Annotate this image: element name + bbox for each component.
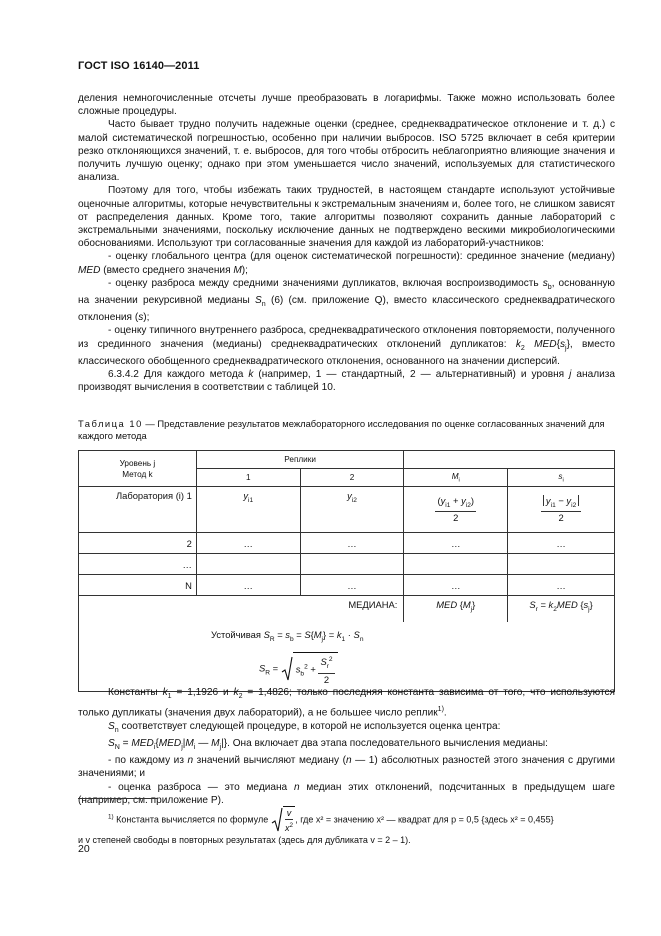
footnote (78, 806, 615, 847)
row-cell: … (196, 533, 300, 554)
paragraph-3: Поэтому для того, чтобы избежать таких трудностей, в настоящем стандарте используют устойчивые оценочные алгоритмы, которые нечувствительны к экстремальным значениям и, более того, не слишком зависят от распределения данных. Кроме того, такие алгоритмы позволяют сохранить данные лабораторий с экстремальными значениями, поскольку исключение данных не подтверждено вескими микробиологическими обоснованиями. Используют три согласованные значения для каждой из лабораторий-участников: (78, 185, 615, 250)
row-cell: … (404, 575, 508, 596)
after-table-text (78, 686, 615, 807)
row-label: N (79, 575, 197, 596)
paragraph-2: Часто бывает трудно получить надежные оценки (среднее, среднеквадратическое отклонение и т. д.) с малой систематической погрешностью, особенно при наличии выбросов. ISO 5725 включает в себя критерии резко отклоняющихся значений, т. е. выбросов, для того чтобы отбросить неблагоприятно влияющие значения и получить лучшую оценку; однако при этом уменьшается число значений, используемых для статистического анализа. (78, 119, 615, 184)
paragraph-1: деления немногочисленные отсчеты лучше преобразовать в логарифмы. Также можно использовать более сложные процедуры. (78, 93, 615, 118)
row-cell (508, 554, 615, 575)
row-cell: … (508, 533, 615, 554)
SR-formula: $S_R = s_b^2$ + $\frac{S_r^2}{2}$ (259, 652, 614, 686)
method-label: Метод k (122, 469, 153, 479)
row-cell: … (404, 533, 508, 554)
row-cell (404, 554, 508, 575)
col-header-1: 1 (196, 469, 300, 487)
page-number: 20 (78, 843, 90, 855)
row-label: 2 (79, 533, 197, 554)
table-row (79, 554, 615, 575)
footnote-line-2: и v степеней свободы в повторных результатах (здесь для дубликата v = 2 – 1). (78, 835, 411, 845)
sqrt-icon (281, 656, 293, 682)
paragraph-7: 6.3.4.2 Для каждого метода k (например, 1 — стандартный, 2 — альтернативный) и уровня j анализа производят вычисления в соответствии с таблицей 10. (78, 369, 615, 394)
document-header: ГОСТ ISO 16140—2011 (78, 60, 200, 72)
cell-yi2: $y_{i2}$ (300, 487, 404, 533)
empty-header (404, 451, 615, 469)
robust-formula-cell (79, 622, 615, 692)
constants-paragraph: Константы $k_1 = 1,1926$ и $k_2 = 1,4826$; только последняя константа зависима от того, что используются только дупликаты (значения двух лабораторий), а не большее число реплик$^{1)}$. (78, 687, 616, 719)
table-caption (78, 418, 615, 442)
paragraph-4: - оценку глобального центра (для оценок систематической погрешности): срединное значение (медиану) MED (вместо среднего значения M); (78, 251, 615, 276)
row-cell: … (300, 575, 404, 596)
col-header-s: $s_i$ (508, 469, 615, 487)
paragraph-5: - оценку разброса между средними значениями дупликатов, включая воспроизводимость $s_b$, основанную на значении рекурсивной медианы $S_n$ (6) (см. приложение Q), вместо классического среднеквадратического отклонения (s); (78, 277, 616, 324)
median-label: МЕДИАНА: (79, 596, 404, 622)
table-caption-text: — Представление результатов межлабораторного исследования по оценке согласованных значений для каждого метода (78, 418, 605, 441)
level-method-cell (79, 451, 197, 487)
row-cell (300, 554, 404, 575)
step-2-paragraph: - оценка разброса — это медиана n медиан этих отклонений, подсчитанных в предыдущем шаге (например, см. приложение P). (78, 781, 616, 806)
cell-mean-formula: $\frac{(y_{i1} + y_{i2})}{2}$ (404, 487, 508, 533)
table-row (79, 533, 615, 554)
lab-row-label: Лаборатория (i) 1 (79, 487, 197, 533)
results-table (78, 450, 615, 692)
paragraph-6: - оценку типичного внутреннего разброса, среднеквадратического отклонения повторяемости, полученного из срединного значения (медианы) среднеквадратических отклонений дупликатов: $k_2$ $MED\{s_j\}$, вместо классического обобщенного среднеквадратического отклонения, основанного на значении дисперсий. (78, 325, 615, 367)
cell-yi1: $y_{i1}$ (196, 487, 300, 533)
replicas-header: Реплики (196, 451, 404, 469)
footnote-line-1: $^{1)}$ Константа вычисляется по формуле $\frac{v}{x^2}$ , где x² = значению x² — квадрат для p = 0,5 {здесь x² = 0,455} (108, 808, 554, 833)
robust-formula-line: Устойчивая $S_R = s_b = S\{M_j\} = k_1 \cdot S_n$ (211, 628, 364, 643)
body-text (78, 92, 615, 395)
row-cell: … (196, 575, 300, 596)
col-header-M: $M_i$ (404, 469, 508, 487)
col-header-2: 2 (300, 469, 404, 487)
cell-range-formula: $\frac{y_{i1} - y_{i2}}{2}$ (508, 487, 615, 533)
median-M: MED $\{M_j\}$ (404, 596, 508, 622)
row-label: … (79, 554, 197, 575)
level-label: Уровень j (119, 458, 156, 468)
median-S: $S_r = k_2MED$ $\{s_j\}$ (508, 596, 615, 622)
row-cell: … (300, 533, 404, 554)
footnote-divider (78, 798, 158, 799)
table-caption-label: Таблица 10 (78, 418, 143, 429)
step-1-paragraph: - по каждому из n значений вычисляют медиану (n — 1) абсолютных разностей этого значения с другими значениями; и (78, 755, 615, 780)
table-row (79, 575, 615, 596)
row-cell (196, 554, 300, 575)
sn-formula-paragraph: $S_N = MED_i\{MED_j|M_i$ — $M_j|$}. Она включает два этапа последовательного вычисления медианы: (108, 738, 548, 752)
sn-paragraph: $S_n$ соответствует следующей процедуре, в которой не используется оценка центра: (108, 720, 501, 734)
row-cell: … (508, 575, 615, 596)
sqrt-icon (271, 807, 283, 833)
